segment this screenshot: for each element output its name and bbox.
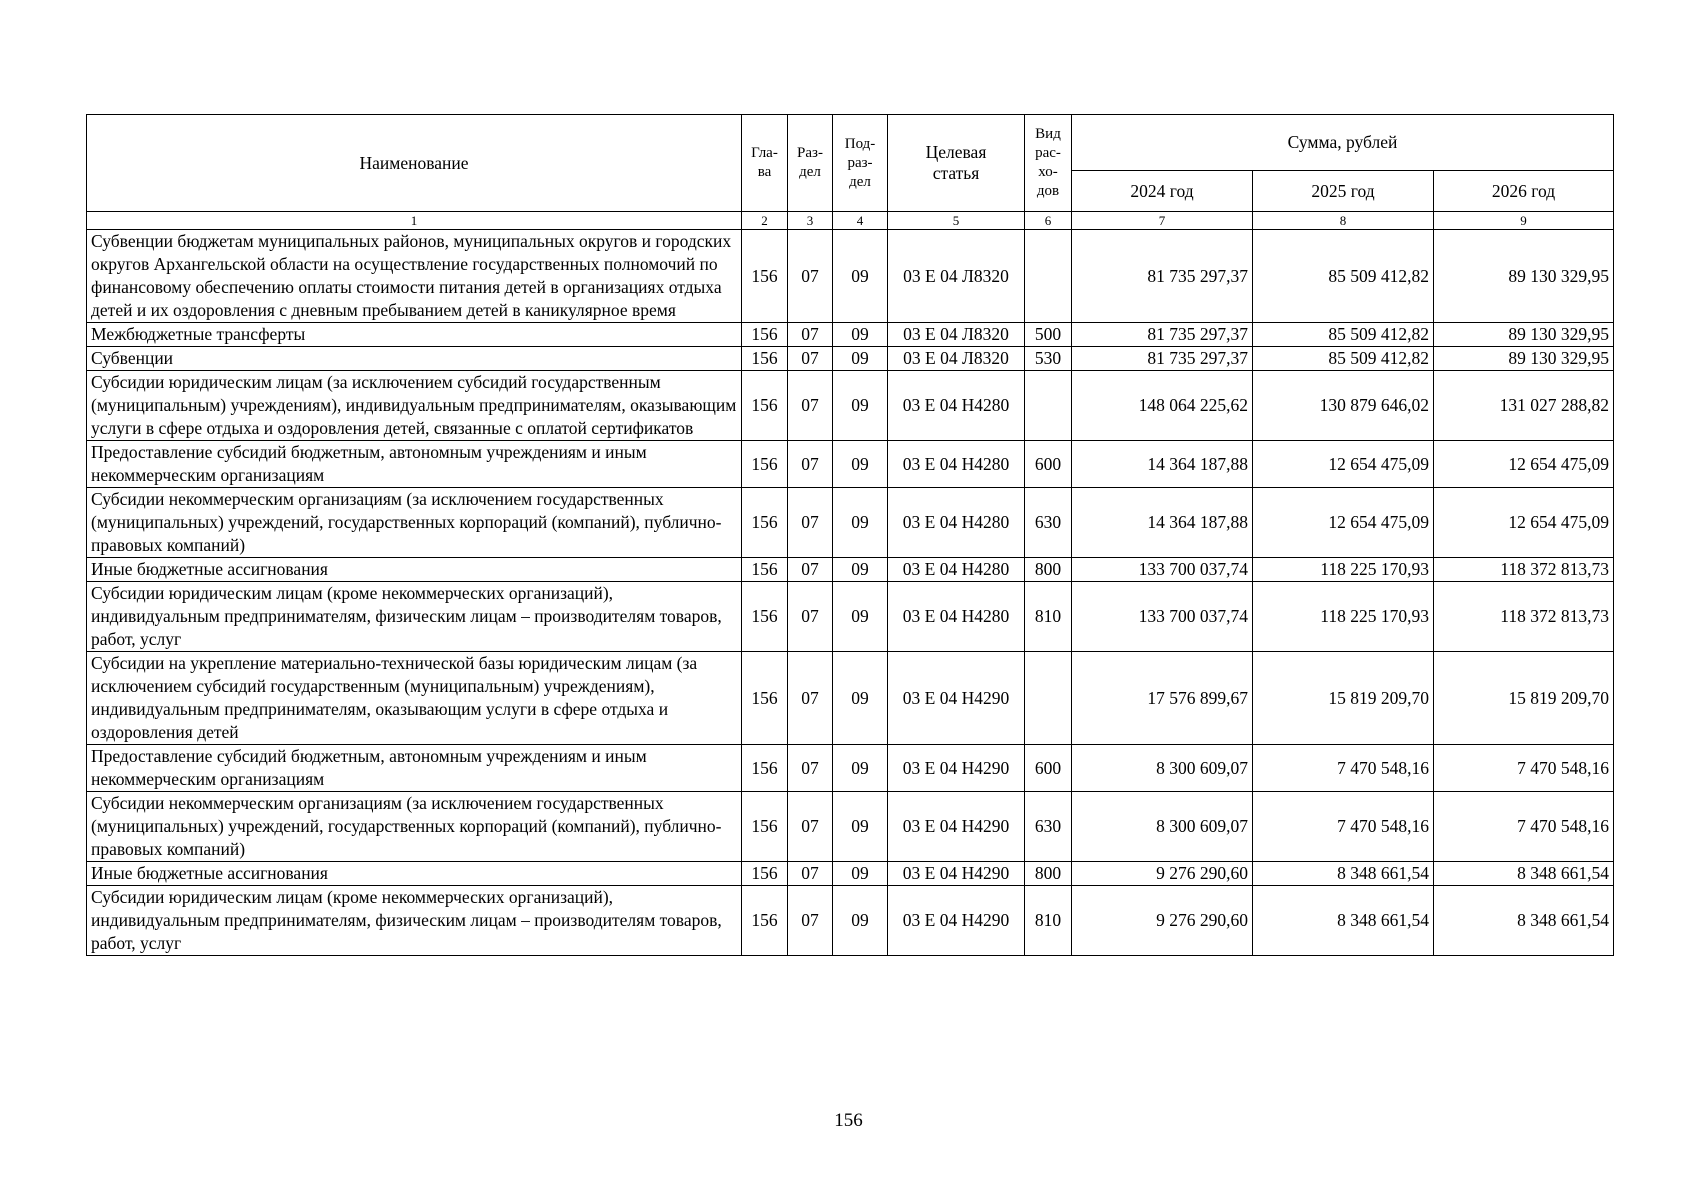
row-sum-2026: 8 348 661,54 <box>1434 862 1614 886</box>
row-sum-2025: 8 348 661,54 <box>1253 862 1434 886</box>
row-subsection: 09 <box>833 652 888 745</box>
header-sum: Сумма, рублей <box>1072 115 1614 171</box>
row-target: 03 Е 04 Н4290 <box>888 862 1025 886</box>
column-number: 3 <box>788 212 833 230</box>
row-section: 07 <box>788 652 833 745</box>
row-target: 03 Е 04 Н4280 <box>888 441 1025 488</box>
row-target: 03 Е 04 Н4290 <box>888 886 1025 956</box>
column-number: 2 <box>742 212 788 230</box>
row-subsection: 09 <box>833 558 888 582</box>
row-sum-2024: 133 700 037,74 <box>1072 582 1253 652</box>
row-subsection: 09 <box>833 582 888 652</box>
row-section: 07 <box>788 488 833 558</box>
header-section: Раз- дел <box>788 115 833 212</box>
row-section: 07 <box>788 230 833 323</box>
row-sum-2026: 118 372 813,73 <box>1434 558 1614 582</box>
row-subsection: 09 <box>833 347 888 371</box>
table-row <box>87 558 1614 582</box>
row-name: Субсидии некоммерческим организациям (за исключением государственных (муниципальных) учреждений, государственных корпораций (компаний), публично-правовых компаний) <box>87 792 742 862</box>
row-sum-2024: 133 700 037,74 <box>1072 558 1253 582</box>
row-subsection: 09 <box>833 886 888 956</box>
header-name: Наименование <box>87 115 742 212</box>
row-subsection: 09 <box>833 441 888 488</box>
row-target: 03 Е 04 Н4290 <box>888 792 1025 862</box>
row-sum-2026: 118 372 813,73 <box>1434 582 1614 652</box>
table-row <box>87 886 1614 956</box>
row-name: Межбюджетные трансферты <box>87 323 742 347</box>
row-sum-2026: 12 654 475,09 <box>1434 488 1614 558</box>
row-sum-2025: 12 654 475,09 <box>1253 441 1434 488</box>
row-section: 07 <box>788 441 833 488</box>
row-chapter: 156 <box>742 323 788 347</box>
row-sum-2026: 15 819 209,70 <box>1434 652 1614 745</box>
row-section: 07 <box>788 323 833 347</box>
row-name: Субвенции <box>87 347 742 371</box>
row-subsection: 09 <box>833 323 888 347</box>
row-chapter: 156 <box>742 886 788 956</box>
row-sum-2025: 118 225 170,93 <box>1253 558 1434 582</box>
row-target: 03 Е 04 Н4280 <box>888 371 1025 441</box>
row-section: 07 <box>788 558 833 582</box>
table-row <box>87 862 1614 886</box>
row-name: Иные бюджетные ассигнования <box>87 862 742 886</box>
table-row <box>87 652 1614 745</box>
header-chapter: Гла- ва <box>742 115 788 212</box>
row-name: Субвенции бюджетам муниципальных районов, муниципальных округов и городских округов Архангельской области на осуществление государственных полномочий по финансовому обеспечению оплаты стоимости питания детей в организациях отдыха детей и их оздоровления с дневным пребыванием детей в каникулярное время <box>87 230 742 323</box>
row-name: Субсидии некоммерческим организациям (за исключением государственных (муниципальных) учреждений, государственных корпораций (компаний), публично-правовых компаний) <box>87 488 742 558</box>
row-section: 07 <box>788 745 833 792</box>
row-sum-2024: 14 364 187,88 <box>1072 488 1253 558</box>
row-sum-2025: 118 225 170,93 <box>1253 582 1434 652</box>
row-expense-type: 810 <box>1025 886 1072 956</box>
row-target: 03 Е 04 Л8320 <box>888 347 1025 371</box>
row-expense-type: 630 <box>1025 792 1072 862</box>
row-expense-type: 630 <box>1025 488 1072 558</box>
table-row <box>87 745 1614 792</box>
row-sum-2026: 131 027 288,82 <box>1434 371 1614 441</box>
row-chapter: 156 <box>742 652 788 745</box>
row-expense-type <box>1025 371 1072 441</box>
row-sum-2024: 8 300 609,07 <box>1072 745 1253 792</box>
row-sum-2026: 89 130 329,95 <box>1434 323 1614 347</box>
row-section: 07 <box>788 347 833 371</box>
row-sum-2024: 81 735 297,37 <box>1072 347 1253 371</box>
row-expense-type: 810 <box>1025 582 1072 652</box>
row-subsection: 09 <box>833 488 888 558</box>
row-expense-type <box>1025 652 1072 745</box>
row-sum-2025: 85 509 412,82 <box>1253 347 1434 371</box>
table-row <box>87 792 1614 862</box>
column-number: 7 <box>1072 212 1253 230</box>
table-row <box>87 441 1614 488</box>
row-chapter: 156 <box>742 582 788 652</box>
row-sum-2026: 7 470 548,16 <box>1434 792 1614 862</box>
table-row <box>87 347 1614 371</box>
row-name: Иные бюджетные ассигнования <box>87 558 742 582</box>
row-chapter: 156 <box>742 792 788 862</box>
row-expense-type: 600 <box>1025 441 1072 488</box>
column-numbers-row <box>87 212 1614 230</box>
row-section: 07 <box>788 582 833 652</box>
table-row <box>87 582 1614 652</box>
row-sum-2025: 130 879 646,02 <box>1253 371 1434 441</box>
row-name: Субсидии юридическим лицам (кроме некоммерческих организаций), индивидуальным предпринимателям, физическим лицам – производителям товаров, работ, услуг <box>87 886 742 956</box>
row-chapter: 156 <box>742 862 788 886</box>
table-row <box>87 371 1614 441</box>
header-year-2024: 2024 год <box>1072 171 1253 212</box>
row-subsection: 09 <box>833 371 888 441</box>
row-sum-2024: 148 064 225,62 <box>1072 371 1253 441</box>
row-expense-type: 800 <box>1025 862 1072 886</box>
row-sum-2026: 7 470 548,16 <box>1434 745 1614 792</box>
column-number: 1 <box>87 212 742 230</box>
row-sum-2024: 17 576 899,67 <box>1072 652 1253 745</box>
row-sum-2024: 14 364 187,88 <box>1072 441 1253 488</box>
row-chapter: 156 <box>742 441 788 488</box>
row-sum-2026: 89 130 329,95 <box>1434 347 1614 371</box>
row-sum-2026: 8 348 661,54 <box>1434 886 1614 956</box>
column-number: 9 <box>1434 212 1614 230</box>
row-chapter: 156 <box>742 371 788 441</box>
row-sum-2025: 15 819 209,70 <box>1253 652 1434 745</box>
row-sum-2024: 81 735 297,37 <box>1072 323 1253 347</box>
row-expense-type: 530 <box>1025 347 1072 371</box>
row-sum-2024: 8 300 609,07 <box>1072 792 1253 862</box>
row-subsection: 09 <box>833 230 888 323</box>
row-sum-2025: 85 509 412,82 <box>1253 323 1434 347</box>
row-target: 03 Е 04 Л8320 <box>888 323 1025 347</box>
column-number: 6 <box>1025 212 1072 230</box>
row-target: 03 Е 04 Н4280 <box>888 558 1025 582</box>
row-expense-type: 500 <box>1025 323 1072 347</box>
table-row <box>87 323 1614 347</box>
row-section: 07 <box>788 862 833 886</box>
row-target: 03 Е 04 Н4290 <box>888 745 1025 792</box>
budget-table <box>86 114 1614 956</box>
row-sum-2025: 7 470 548,16 <box>1253 745 1434 792</box>
row-sum-2025: 12 654 475,09 <box>1253 488 1434 558</box>
row-name: Субсидии на укрепление материально-технической базы юридическим лицам (за исключением субсидий государственным (муниципальным) учреждениям), индивидуальным предпринимателям, оказывающим услуги в сфере отдыха и оздоровления детей <box>87 652 742 745</box>
row-sum-2024: 9 276 290,60 <box>1072 862 1253 886</box>
row-section: 07 <box>788 792 833 862</box>
row-name: Субсидии юридическим лицам (за исключением субсидий государственным (муниципальным) учреждениям), индивидуальным предпринимателям, оказывающим услуги в сфере отдыха и оздоровления детей, связанные с оплатой сертификатов <box>87 371 742 441</box>
row-sum-2026: 89 130 329,95 <box>1434 230 1614 323</box>
row-target: 03 Е 04 Н4280 <box>888 488 1025 558</box>
row-subsection: 09 <box>833 862 888 886</box>
column-number: 5 <box>888 212 1025 230</box>
row-name: Предоставление субсидий бюджетным, автономным учреждениям и иным некоммерческим организациям <box>87 441 742 488</box>
table-row <box>87 488 1614 558</box>
row-sum-2024: 9 276 290,60 <box>1072 886 1253 956</box>
row-chapter: 156 <box>742 488 788 558</box>
row-sum-2025: 8 348 661,54 <box>1253 886 1434 956</box>
header-year-2026: 2026 год <box>1434 171 1614 212</box>
header-year-2025: 2025 год <box>1253 171 1434 212</box>
row-name: Предоставление субсидий бюджетным, автономным учреждениям и иным некоммерческим организациям <box>87 745 742 792</box>
row-expense-type <box>1025 230 1072 323</box>
row-chapter: 156 <box>742 347 788 371</box>
row-target: 03 Е 04 Н4280 <box>888 582 1025 652</box>
row-chapter: 156 <box>742 558 788 582</box>
row-name: Субсидии юридическим лицам (кроме некоммерческих организаций), индивидуальным предпринимателям, физическим лицам – производителям товаров, работ, услуг <box>87 582 742 652</box>
row-chapter: 156 <box>742 745 788 792</box>
row-sum-2025: 7 470 548,16 <box>1253 792 1434 862</box>
row-section: 07 <box>788 886 833 956</box>
row-expense-type: 800 <box>1025 558 1072 582</box>
row-subsection: 09 <box>833 745 888 792</box>
row-expense-type: 600 <box>1025 745 1072 792</box>
row-target: 03 Е 04 Л8320 <box>888 230 1025 323</box>
page-number: 156 <box>834 1110 863 1131</box>
header-expense-type: Вид рас- хо- дов <box>1025 115 1072 212</box>
header-target: Целевая статья <box>888 115 1025 212</box>
column-number: 8 <box>1253 212 1434 230</box>
row-target: 03 Е 04 Н4290 <box>888 652 1025 745</box>
row-section: 07 <box>788 371 833 441</box>
row-subsection: 09 <box>833 792 888 862</box>
table-row <box>87 230 1614 323</box>
row-sum-2025: 85 509 412,82 <box>1253 230 1434 323</box>
row-chapter: 156 <box>742 230 788 323</box>
row-sum-2024: 81 735 297,37 <box>1072 230 1253 323</box>
header-subsection: Под- раз- дел <box>833 115 888 212</box>
column-number: 4 <box>833 212 888 230</box>
row-sum-2026: 12 654 475,09 <box>1434 441 1614 488</box>
